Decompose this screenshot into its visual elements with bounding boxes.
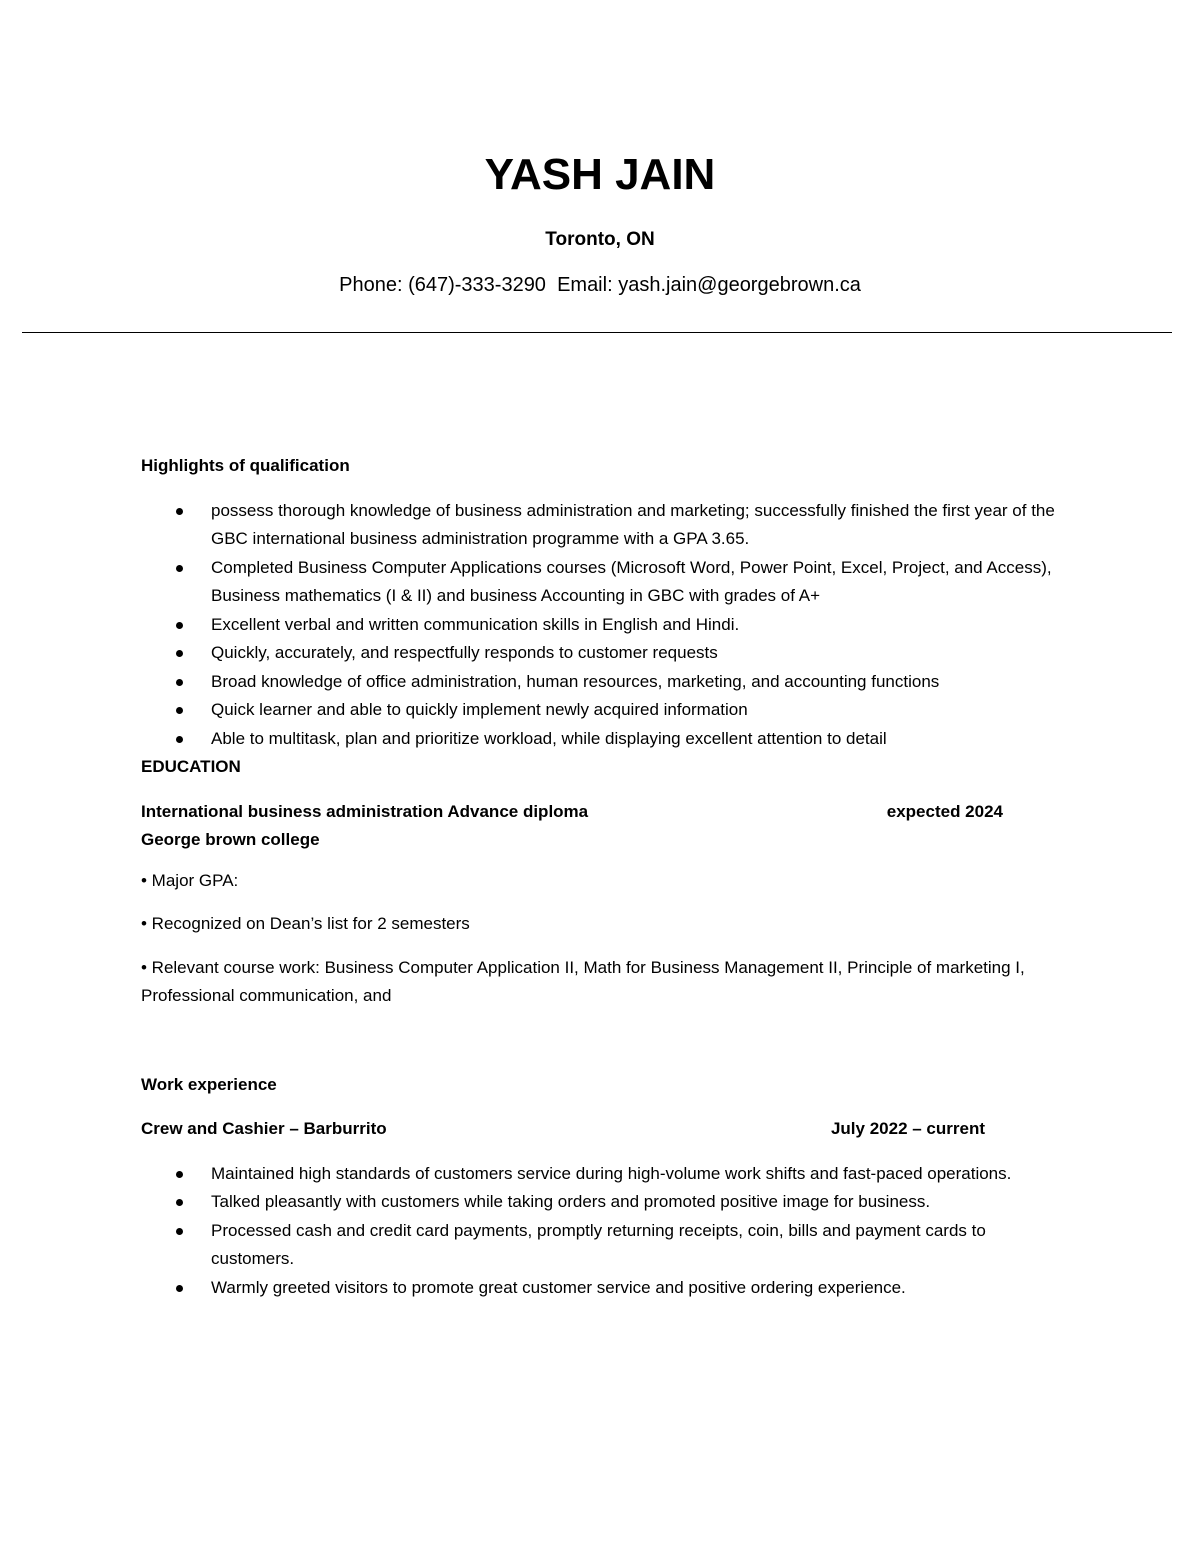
highlight-item: Quick learner and able to quickly implement newly acquired information	[141, 696, 1071, 725]
header-divider	[22, 332, 1172, 333]
highlight-item: Completed Business Computer Applications courses (Microsoft Word, Power Point, Excel, Project, and Access), Business mathematics (I & II) and business Accounting in GBC with grades of A+	[141, 554, 1071, 611]
highlight-item: possess thorough knowledge of business administration and marketing; successfully finished the first year of the GBC international business administration programme with a GPA 3.65.	[141, 497, 1071, 554]
work-duty-item: Warmly greeted visitors to promote great customer service and positive ordering experience.	[141, 1274, 1071, 1303]
education-point: • Recognized on Dean’s list for 2 semesters	[141, 914, 470, 933]
work-role-row	[141, 1115, 985, 1144]
email-label: Email:	[557, 274, 613, 296]
highlights-title: Highlights of qualification	[141, 456, 350, 475]
highlight-item: Broad knowledge of office administration, human resources, marketing, and accounting functions	[141, 668, 1071, 697]
resume-body	[141, 452, 1071, 1302]
contact-line	[0, 274, 1200, 297]
work-duty-item: Talked pleasantly with customers while taking orders and promoted positive image for business.	[141, 1188, 1071, 1217]
education-date: expected 2024	[886, 801, 1003, 821]
education-point: • Relevant course work: Business Computer Application II, Math for Business Management II, Principle of marketing I, Professional communication, and	[141, 957, 1025, 1005]
phone-number: (647)-333-3290	[408, 274, 546, 296]
work-duty-item: Processed cash and credit card payments, promptly returning receipts, coin, bills and payment cards to customers.	[141, 1217, 1071, 1274]
education-school: George brown college	[141, 830, 320, 849]
work-date: July 2022 – current	[830, 1119, 985, 1138]
candidate-name: YASH JAIN	[484, 150, 716, 199]
highlight-item: Able to multitask, plan and prioritize workload, while displaying excellent attention to detail	[141, 725, 1071, 754]
education-title: EDUCATION	[141, 757, 241, 776]
work-title: Work experience	[141, 1074, 277, 1094]
education-program-row	[141, 798, 1003, 827]
highlight-item: Excellent verbal and written communication skills in English and Hindi.	[141, 611, 1071, 640]
work-role: Crew and Cashier – Barburrito	[141, 1119, 387, 1138]
work-duty-item: Maintained high standards of customers service during high-volume work shifts and fast-paced operations.	[141, 1160, 1071, 1189]
education-point: • Major GPA:	[141, 870, 239, 890]
highlight-item: Quickly, accurately, and respectfully responds to customer requests	[141, 639, 1071, 668]
candidate-location: Toronto, ON	[545, 229, 655, 250]
email-address: yash.jain@georgebrown.ca	[618, 274, 861, 296]
work-duties-list	[141, 1160, 1071, 1303]
phone-label: Phone:	[339, 274, 403, 296]
education-program: International business administration Advance diploma	[141, 801, 589, 821]
highlights-list	[141, 497, 1071, 754]
